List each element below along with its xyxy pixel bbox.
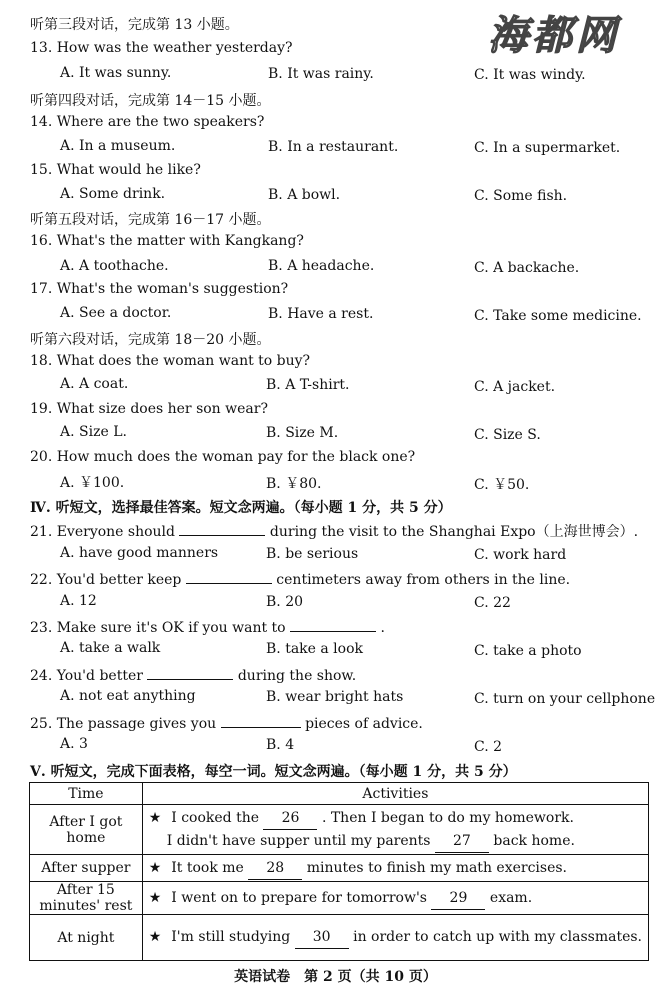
q19-option-c: C. Size S. [474, 427, 541, 443]
q25-blank [221, 713, 301, 728]
q15-option-c: C. Some fish. [474, 188, 568, 204]
q21-text-after: during the visit to the Shanghai Expo（上海世博会）. [269, 524, 639, 540]
q23-option-c: C. take a photo [474, 643, 582, 659]
section-v-heading: Ⅴ. 听短文，完成下面表格，每空一词。短文念两遍。（每小题 1 分，共 5 分） [30, 764, 517, 780]
activity-text: in order to catch up with my classmates. [353, 929, 642, 945]
q21-option-a: A. have good manners [60, 545, 219, 561]
activity-text: I cooked the [171, 809, 260, 826]
header-time: Time [30, 783, 143, 805]
blank-29: 29 [431, 887, 485, 910]
q24-option-c: C. turn on your cellphone [474, 691, 656, 707]
header-activities: Activities [142, 783, 648, 805]
q15-option-a: A. Some drink. [60, 186, 166, 202]
table-row [30, 805, 649, 855]
section-6-heading: 听第六段对话，完成第 18－20 小题。 [30, 332, 271, 348]
activity-text: back home. [493, 832, 575, 849]
watermark-logo: 海都网 [488, 13, 620, 59]
q21-option-b: B. be serious [266, 546, 359, 562]
row-activity [142, 882, 648, 915]
q19-option-b: B. Size M. [266, 425, 339, 441]
question-22-stem [30, 569, 570, 588]
q25-option-c: C. 2 [474, 739, 503, 755]
q21-option-c: C. work hard [474, 547, 567, 563]
q23-text-after: . [380, 620, 385, 636]
q18-option-a: A. A coat. [60, 376, 129, 392]
question-20-stem: 20. How much does the woman pay for the black one? [30, 449, 416, 465]
q22-option-b: B. 20 [266, 594, 304, 610]
q24-blank [147, 665, 233, 680]
question-23-stem [30, 617, 385, 636]
activity-text: I didn't have supper until my parents [166, 832, 431, 849]
q14-option-b: B. In a restaurant. [268, 139, 399, 155]
section-4-heading: 听第四段对话，完成第 14－15 小题。 [30, 93, 271, 109]
star-icon: ★ [148, 859, 162, 876]
q24-option-b: B. wear bright hats [266, 689, 404, 705]
activity-text: minutes to finish my math exercises. [306, 859, 567, 876]
table-row [30, 855, 649, 882]
section-iv-heading: Ⅳ. 听短文，选择最佳答案。短文念两遍。（每小题 1 分，共 5 分） [30, 500, 452, 516]
q16-option-b: B. A headache. [268, 258, 375, 274]
row-time-label: After 15 minutes' rest [30, 882, 143, 915]
q15-option-b: B. A bowl. [268, 187, 341, 203]
question-19-stem: 19. What size does her son wear? [30, 401, 268, 417]
q13-option-b: B. It was rainy. [268, 66, 374, 82]
q22-text-after: centimeters away from others in the line. [276, 572, 571, 588]
q24-text-after: during the show. [237, 668, 357, 684]
blank-27: 27 [435, 830, 489, 853]
q17-option-a: A. See a doctor. [60, 305, 172, 321]
q16-option-a: A. A toothache. [60, 258, 169, 274]
q16-option-c: C. A backache. [474, 260, 580, 276]
q22-blank [186, 569, 272, 584]
q20-option-b: B. ￥80. [266, 476, 322, 492]
q24-text-before: 24. You'd better [30, 668, 143, 684]
table-header-row [30, 783, 649, 805]
q22-option-a: A. 12 [60, 593, 97, 609]
activity-text: . Then I began to do my homework. [321, 809, 574, 826]
blank-30: 30 [295, 926, 349, 949]
row-time-label: After supper [30, 855, 143, 882]
q25-text-after: pieces of advice. [305, 716, 423, 732]
row-time-label: After I got home [30, 805, 143, 855]
q14-option-a: A. In a museum. [60, 138, 176, 154]
section-5-heading: 听第五段对话，完成第 16－17 小题。 [30, 212, 271, 228]
q21-blank [179, 521, 265, 536]
row-activity [142, 915, 648, 961]
question-15-stem: 15. What would he like? [30, 162, 201, 178]
activity-text: It took me [171, 859, 244, 876]
table-row [30, 915, 649, 961]
q21-text-before: 21. Everyone should [30, 524, 175, 540]
q18-option-b: B. A T-shirt. [266, 377, 350, 393]
q23-option-b: B. take a look [266, 641, 363, 657]
q23-text-before: 23. Make sure it's OK if you want to [30, 620, 286, 636]
blank-26: 26 [263, 807, 317, 830]
question-16-stem: 16. What's the matter with Kangkang? [30, 233, 304, 249]
q22-option-c: C. 22 [474, 595, 511, 611]
q23-option-a: A. take a walk [60, 640, 161, 656]
question-18-stem: 18. What does the woman want to buy? [30, 353, 311, 369]
question-13-stem: 13. How was the weather yesterday? [30, 40, 293, 56]
table-row [30, 882, 649, 915]
star-icon: ★ [148, 929, 162, 945]
q25-option-b: B. 4 [266, 737, 295, 753]
q19-option-a: A. Size L. [60, 424, 127, 440]
question-25-stem [30, 713, 423, 732]
activities-table [29, 782, 649, 961]
activity-text: I'm still studying [171, 929, 291, 945]
activity-text: exam. [489, 889, 533, 906]
q20-option-c: C. ￥50. [474, 477, 530, 493]
blank-28: 28 [248, 857, 302, 880]
activity-text: I went on to prepare for tomorrow's [171, 889, 427, 906]
q24-option-a: A. not eat anything [60, 688, 196, 704]
q13-option-c: C. It was windy. [474, 67, 586, 83]
question-24-stem [30, 665, 356, 684]
q22-text-before: 22. You'd better keep [30, 572, 182, 588]
q17-option-b: B. Have a rest. [268, 306, 374, 322]
q23-blank [290, 617, 376, 632]
page-footer: 英语试卷 第 2 页（共 10 页） [234, 969, 437, 985]
row-activity [142, 855, 648, 882]
q25-text-before: 25. The passage gives you [30, 716, 217, 732]
q25-option-a: A. 3 [60, 736, 88, 752]
q13-option-a: A. It was sunny. [60, 65, 172, 81]
q14-option-c: C. In a supermarket. [474, 140, 621, 156]
star-icon: ★ [148, 809, 162, 826]
question-14-stem: 14. Where are the two speakers? [30, 114, 265, 130]
section-3-heading: 听第三段对话，完成第 13 小题。 [30, 17, 239, 33]
q20-option-a: A. ￥100. [60, 475, 125, 491]
q17-option-c: C. Take some medicine. [474, 308, 642, 324]
row-time-label: At night [30, 915, 143, 961]
question-21-stem [30, 521, 638, 541]
q18-option-c: C. A jacket. [474, 379, 556, 395]
row-activity [142, 805, 648, 855]
star-icon: ★ [148, 889, 162, 906]
question-17-stem: 17. What's the woman's suggestion? [30, 281, 289, 297]
